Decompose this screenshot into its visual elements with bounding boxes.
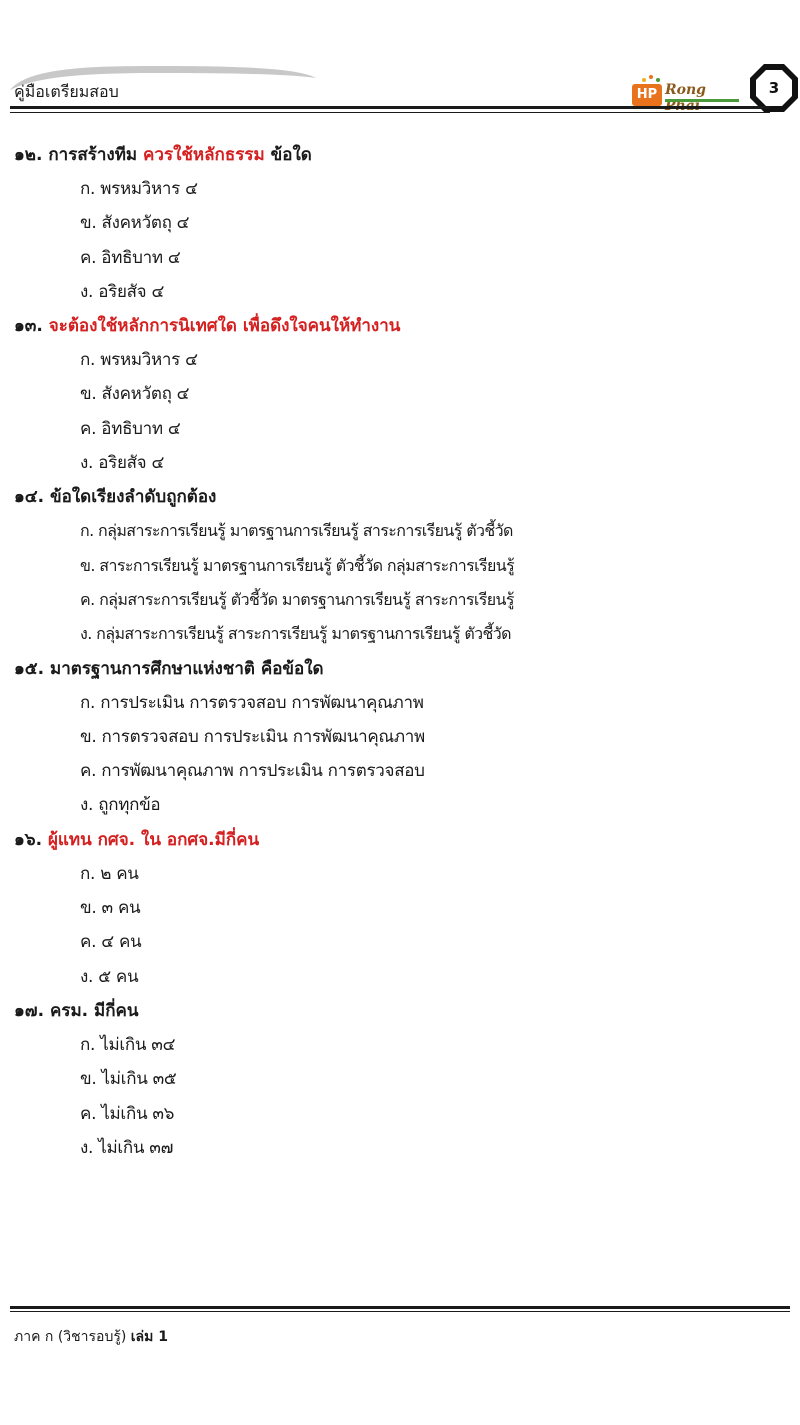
choice: ข. สังคหวัตถุ ๔ [80,384,190,405]
choice: ค. ไม่เกิน ๓๖ [80,1103,175,1124]
choice: ก. พรหมวิหาร ๔ [80,350,198,371]
choice: ก. ๒ คน [80,863,139,884]
question-text-highlight: ควรใช้หลักธรรม [143,145,265,165]
footer-section: ภาค ก (วิชารอบรู้) [14,1329,131,1345]
choice: ค. อิทธิบาท ๔ [80,247,181,268]
choice: ข. ไม่เกิน ๓๕ [80,1069,177,1090]
logo-mark: HP [632,84,662,106]
choice: ง. ถูกทุกข้อ [80,795,161,816]
header-title: คู่มือเตรียมสอบ [14,82,119,101]
page-header [0,0,800,120]
choice: ค. อิทธิบาท ๔ [80,418,181,439]
question-17 [14,994,794,1028]
choice: ก. ไม่เกิน ๓๔ [80,1034,176,1055]
question-number: ๑๔. [14,487,45,508]
question-list [14,138,794,1165]
choice: ก. พรหมวิหาร ๔ [80,179,198,199]
choice: ข. การตรวจสอบ การประเมิน การพัฒนาคุณภาพ [80,726,425,747]
page-number: 3 [768,79,780,97]
choice: ก. การประเมิน การตรวจสอบ การพัฒนาคุณภาพ [80,692,424,713]
rong-phai-logo [632,74,742,108]
question-text: ข้อใด [264,145,312,165]
question-number: ๑๗. [14,1000,45,1021]
question-12 [14,138,794,172]
question-16 [14,823,794,857]
header-rule-thin [10,112,770,113]
choice: ข. ๓ คน [80,898,141,919]
choice: ข. สาระการเรียนรู้ มาตรฐานการเรียนรู้ ตัวชี้วัด กลุ่มสาระการเรียนรู้ [80,555,515,575]
footer-rule [10,1306,790,1309]
question-number: ๑๓. [14,316,43,337]
question-13 [14,309,794,343]
choice: ค. ๔ คน [80,932,142,953]
question-number: ๑๕. [14,658,45,679]
logo-sparkle-icon [640,74,662,84]
question-15 [14,652,794,686]
question-text: ข้อใดเรียงลำดับถูกต้อง [50,487,217,508]
choice: ค. การพัฒนาคุณภาพ การประเมิน การตรวจสอบ [80,761,425,782]
footer [14,1326,168,1348]
question-number: ๑๒. [14,145,43,165]
choice: ง. ไม่เกิน ๓๗ [80,1137,174,1158]
choice: ค. กลุ่มสาระการเรียนรู้ ตัวชี้วัด มาตรฐานการเรียนรู้ สาระการเรียนรู้ [80,589,514,609]
choice: ก. กลุ่มสาระการเรียนรู้ มาตรฐานการเรียนรู้ สาระการเรียนรู้ ตัวชี้วัด [80,521,513,541]
question-14 [14,480,794,514]
choice: ง. ๕ คน [80,966,139,987]
question-text: มาตรฐานการศึกษาแห่งชาติ คือข้อใด [50,658,324,679]
footer-volume: เล่ม 1 [130,1329,168,1345]
logo-text: Rong [665,82,706,98]
choice: ข. สังคหวัตถุ ๔ [80,213,190,234]
footer-rule-thin [10,1311,790,1312]
choice: ง. อริยสัจ ๔ [80,281,165,302]
question-number: ๑๖. [14,829,43,850]
logo-underline [665,99,739,102]
question-text-highlight: จะต้องใช้หลักการนิเทศใด เพื่อดึงใจคนให้ทำงาน [48,316,401,337]
question-text: ครม. มีกี่คน [49,1000,139,1021]
choice: ง. กลุ่มสาระการเรียนรู้ สาระการเรียนรู้ มาตรฐานการเรียนรู้ ตัวชี้วัด [80,624,511,644]
question-text: การสร้างทีม [48,145,144,165]
choice: ง. อริยสัจ ๔ [80,453,165,474]
header-rule [10,106,770,109]
question-text-highlight: ผู้แทน กศจ. ใน อกศจ.มีกี่คน [47,829,260,850]
